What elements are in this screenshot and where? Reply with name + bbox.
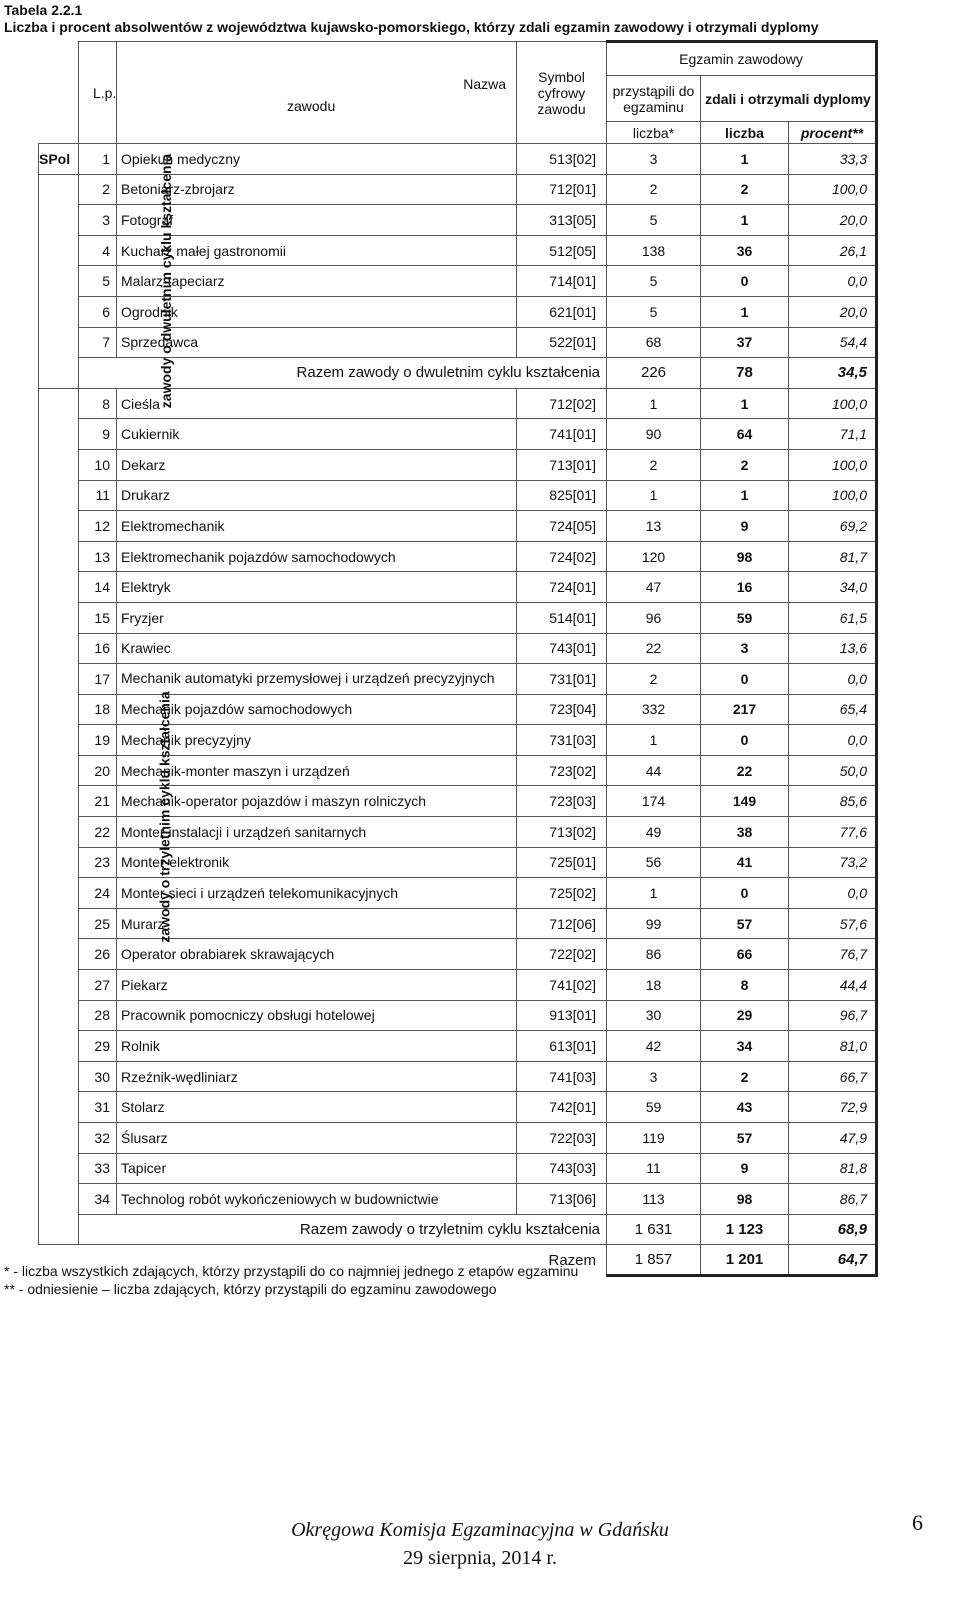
cell-symbol: 741[01] xyxy=(517,419,607,450)
cell-symbol: 913[01] xyxy=(517,1000,607,1031)
cell-symbol: 743[01] xyxy=(517,633,607,664)
cell-lp: 24 xyxy=(79,878,117,909)
cell-lp: 31 xyxy=(79,1092,117,1123)
cell-passed: 217 xyxy=(701,694,789,725)
cell-took: 332 xyxy=(607,694,701,725)
cell-name: Cukiernik xyxy=(117,419,517,450)
cell-lp: 16 xyxy=(79,633,117,664)
cell-took: 119 xyxy=(607,1123,701,1154)
cell-lp: 23 xyxy=(79,847,117,878)
cell-name: Mechanik-monter maszyn i urządzeń xyxy=(117,755,517,786)
cell-lp: 6 xyxy=(79,296,117,327)
cell-took: 3 xyxy=(607,1061,701,1092)
cell-percent: 77,6 xyxy=(789,817,877,848)
cell-passed: 8 xyxy=(701,970,789,1001)
cell-percent: 81,7 xyxy=(789,541,877,572)
cell-lp: 28 xyxy=(79,1000,117,1031)
cell-passed: 57 xyxy=(701,908,789,939)
grand-total-percent: 64,7 xyxy=(789,1245,877,1276)
header-count: liczba xyxy=(701,122,789,144)
cell-passed: 59 xyxy=(701,602,789,633)
header-symbol: Symbol cyfrowy zawodu xyxy=(517,42,607,144)
cell-name: Kucharz małej gastronomii xyxy=(117,235,517,266)
cell-took: 99 xyxy=(607,908,701,939)
cell-symbol: 742[01] xyxy=(517,1092,607,1123)
cell-passed: 98 xyxy=(701,541,789,572)
cell-passed: 3 xyxy=(701,633,789,664)
cell-symbol: 621[01] xyxy=(517,296,607,327)
cell-percent: 13,6 xyxy=(789,633,877,664)
page-number: 6 xyxy=(912,1510,923,1535)
cell-lp: 8 xyxy=(79,388,117,419)
cell-took: 138 xyxy=(607,235,701,266)
cell-took: 1 xyxy=(607,878,701,909)
cell-name: Betoniarz-zbrojarz xyxy=(117,174,517,205)
cell-lp: 21 xyxy=(79,786,117,817)
cell-name: Mechanik automatyki przemysłowej i urządzeń precyzyjnych xyxy=(117,664,517,695)
cell-took: 2 xyxy=(607,664,701,695)
cell-name: Elektryk xyxy=(117,572,517,603)
header-name-bottom: zawodu xyxy=(287,98,336,114)
table-row xyxy=(39,174,877,205)
table-row xyxy=(39,572,877,603)
cell-passed: 29 xyxy=(701,1000,789,1031)
header-exam: Egzamin zawodowy xyxy=(607,42,877,76)
table-row xyxy=(39,1000,877,1031)
subtotal-took: 1 631 xyxy=(607,1214,701,1245)
table-row xyxy=(39,602,877,633)
cell-took: 1 xyxy=(607,725,701,756)
cell-passed: 22 xyxy=(701,755,789,786)
cell-passed: 9 xyxy=(701,1153,789,1184)
cell-name: Tapicer xyxy=(117,1153,517,1184)
cell-lp: 7 xyxy=(79,327,117,358)
cell-percent: 100,0 xyxy=(789,388,877,419)
cell-symbol: 712[02] xyxy=(517,388,607,419)
cell-lp: 1 xyxy=(79,144,117,175)
cell-took: 30 xyxy=(607,1000,701,1031)
cell-percent: 69,2 xyxy=(789,511,877,542)
cell-percent: 100,0 xyxy=(789,174,877,205)
cell-name: Mechanik precyzyjny xyxy=(117,725,517,756)
cell-symbol: 723[02] xyxy=(517,755,607,786)
cell-percent: 0,0 xyxy=(789,266,877,297)
cell-passed: 98 xyxy=(701,1184,789,1215)
cell-percent: 85,6 xyxy=(789,786,877,817)
group-label-text: zawody o trzyletnim cyklu kształcenia xyxy=(156,690,173,943)
grand-total-label: Razem xyxy=(117,1245,607,1276)
cell-lp: 20 xyxy=(79,755,117,786)
cell-percent: 96,7 xyxy=(789,1000,877,1031)
cell-passed: 2 xyxy=(701,174,789,205)
cell-symbol: 724[05] xyxy=(517,511,607,542)
cell-passed: 16 xyxy=(701,572,789,603)
cell-name: Fotograf xyxy=(117,205,517,236)
cell-passed: 64 xyxy=(701,419,789,450)
cell-percent: 100,0 xyxy=(789,480,877,511)
cell-name: Monter sieci i urządzeń telekomunikacyjnych xyxy=(117,878,517,909)
cell-percent: 86,7 xyxy=(789,1184,877,1215)
cell-name: Pracownik pomocniczy obsługi hotelowej xyxy=(117,1000,517,1031)
table-row xyxy=(39,664,877,695)
cell-percent: 72,9 xyxy=(789,1092,877,1123)
cell-percent: 33,3 xyxy=(789,144,877,175)
subtotal-percent: 34,5 xyxy=(789,358,877,389)
cell-symbol: 512[05] xyxy=(517,235,607,266)
cell-symbol: 722[03] xyxy=(517,1123,607,1154)
cell-lp: 5 xyxy=(79,266,117,297)
cell-name: Krawiec xyxy=(117,633,517,664)
cell-name: Technolog robót wykończeniowych w budownictwie xyxy=(117,1184,517,1215)
cell-percent: 26,1 xyxy=(789,235,877,266)
footer-organization: Okręgowa Komisja Egzaminacyjna w Gdańsku xyxy=(291,1519,669,1541)
cell-took: 90 xyxy=(607,419,701,450)
table-row xyxy=(39,449,877,480)
cell-name: Cieśla xyxy=(117,388,517,419)
cell-lp: 26 xyxy=(79,939,117,970)
cell-lp: 12 xyxy=(79,511,117,542)
cell-symbol: 743[03] xyxy=(517,1153,607,1184)
cell-lp: 33 xyxy=(79,1153,117,1184)
header-passed: zdali i otrzymali dyplomy xyxy=(701,76,877,122)
header-name xyxy=(117,42,517,144)
cell-percent: 54,4 xyxy=(789,327,877,358)
cell-name: Ślusarz xyxy=(117,1123,517,1154)
cell-took: 2 xyxy=(607,449,701,480)
cell-took: 59 xyxy=(607,1092,701,1123)
spol-label: SPol xyxy=(39,144,79,175)
cell-passed: 41 xyxy=(701,847,789,878)
header-took-exam: przystąpili do egzaminu xyxy=(607,76,701,122)
cell-took: 120 xyxy=(607,541,701,572)
cell-lp: 25 xyxy=(79,908,117,939)
cell-symbol: 712[01] xyxy=(517,174,607,205)
cell-symbol: 731[03] xyxy=(517,725,607,756)
cell-percent: 61,5 xyxy=(789,602,877,633)
header-percent: procent** xyxy=(789,122,877,144)
cell-name: Monter instalacji i urządzeń sanitarnych xyxy=(117,817,517,848)
cell-took: 86 xyxy=(607,939,701,970)
grand-total-passed: 1 201 xyxy=(701,1245,789,1276)
cell-percent: 71,1 xyxy=(789,419,877,450)
cell-took: 1 xyxy=(607,480,701,511)
table-row xyxy=(39,480,877,511)
cell-took: 5 xyxy=(607,266,701,297)
cell-lp: 3 xyxy=(79,205,117,236)
cell-passed: 1 xyxy=(701,296,789,327)
cell-percent: 34,0 xyxy=(789,572,877,603)
cell-name: Malarz-tapeciarz xyxy=(117,266,517,297)
cell-passed: 149 xyxy=(701,786,789,817)
cell-name: Fryzjer xyxy=(117,602,517,633)
cell-lp: 11 xyxy=(79,480,117,511)
cell-took: 3 xyxy=(607,144,701,175)
cell-name: Piekarz xyxy=(117,970,517,1001)
cell-symbol: 724[01] xyxy=(517,572,607,603)
cell-lp: 15 xyxy=(79,602,117,633)
cell-took: 49 xyxy=(607,817,701,848)
cell-symbol: 825[01] xyxy=(517,480,607,511)
cell-symbol: 723[03] xyxy=(517,786,607,817)
cell-symbol: 313[05] xyxy=(517,205,607,236)
cell-symbol: 731[01] xyxy=(517,664,607,695)
cell-symbol: 713[02] xyxy=(517,817,607,848)
cell-lp: 14 xyxy=(79,572,117,603)
cell-lp: 27 xyxy=(79,970,117,1001)
cell-name: Monter-elektronik xyxy=(117,847,517,878)
cell-lp: 29 xyxy=(79,1031,117,1062)
cell-passed: 0 xyxy=(701,266,789,297)
header-count-star: liczba* xyxy=(607,122,701,144)
subtotal-passed: 78 xyxy=(701,358,789,389)
cell-percent: 47,9 xyxy=(789,1123,877,1154)
cell-name: Mechanik-operator pojazdów i maszyn rolniczych xyxy=(117,786,517,817)
cell-name: Sprzedawca xyxy=(117,327,517,358)
cell-symbol: 741[02] xyxy=(517,970,607,1001)
footnote-double-star: ** - odniesienie – liczba zdających, którzy przystąpili do egzaminu zawodowego xyxy=(4,1281,497,1297)
cell-took: 56 xyxy=(607,847,701,878)
cell-symbol: 514[01] xyxy=(517,602,607,633)
cell-took: 18 xyxy=(607,970,701,1001)
cell-symbol: 613[01] xyxy=(517,1031,607,1062)
cell-passed: 1 xyxy=(701,480,789,511)
cell-took: 13 xyxy=(607,511,701,542)
cell-took: 44 xyxy=(607,755,701,786)
cell-percent: 81,0 xyxy=(789,1031,877,1062)
cell-passed: 2 xyxy=(701,449,789,480)
cell-lp: 18 xyxy=(79,694,117,725)
cell-name: Rzeźnik-wędliniarz xyxy=(117,1061,517,1092)
cell-lp: 9 xyxy=(79,419,117,450)
cell-name: Murarz xyxy=(117,908,517,939)
cell-symbol: 722[02] xyxy=(517,939,607,970)
cell-name: Stolarz xyxy=(117,1092,517,1123)
cell-name: Drukarz xyxy=(117,480,517,511)
cell-percent: 76,7 xyxy=(789,939,877,970)
table-row xyxy=(39,939,877,970)
cell-name: Mechanik pojazdów samochodowych xyxy=(117,694,517,725)
cell-name: Elektromechanik pojazdów samochodowych xyxy=(117,541,517,572)
cell-percent: 73,2 xyxy=(789,847,877,878)
cell-lp: 2 xyxy=(79,174,117,205)
cell-passed: 43 xyxy=(701,1092,789,1123)
cell-name: Opiekun medyczny xyxy=(117,144,517,175)
table-row xyxy=(39,970,877,1001)
cell-percent: 57,6 xyxy=(789,908,877,939)
cell-lp: 10 xyxy=(79,449,117,480)
cell-symbol: 713[06] xyxy=(517,1184,607,1215)
table-row xyxy=(39,633,877,664)
cell-symbol: 723[04] xyxy=(517,694,607,725)
cell-percent: 0,0 xyxy=(789,878,877,909)
cell-passed: 0 xyxy=(701,664,789,695)
subtotal-label: Razem zawody o trzyletnim cyklu kształcenia xyxy=(117,1214,607,1245)
cell-name: Operator obrabiarek skrawających xyxy=(117,939,517,970)
cell-took: 68 xyxy=(607,327,701,358)
cell-lp: 30 xyxy=(79,1061,117,1092)
cell-lp: 17 xyxy=(79,664,117,695)
cell-passed: 37 xyxy=(701,327,789,358)
table-caption: Liczba i procent absolwentów z województwa kujawsko-pomorskiego, którzy zdali egzamin zawodowy i otrzymali dyplomy xyxy=(4,19,819,35)
table-row xyxy=(39,1153,877,1184)
cell-passed: 36 xyxy=(701,235,789,266)
cell-took: 1 xyxy=(607,388,701,419)
cell-name: Dekarz xyxy=(117,449,517,480)
cell-passed: 38 xyxy=(701,817,789,848)
cell-passed: 9 xyxy=(701,511,789,542)
cell-symbol: 712[06] xyxy=(517,908,607,939)
cell-name: Rolnik xyxy=(117,1031,517,1062)
cell-took: 22 xyxy=(607,633,701,664)
subtotal-passed: 1 123 xyxy=(701,1214,789,1245)
cell-symbol: 724[02] xyxy=(517,541,607,572)
cell-passed: 34 xyxy=(701,1031,789,1062)
cell-percent: 100,0 xyxy=(789,449,877,480)
cell-percent: 20,0 xyxy=(789,296,877,327)
cell-name: Elektromechanik xyxy=(117,511,517,542)
cell-passed: 57 xyxy=(701,1123,789,1154)
results-table xyxy=(38,40,878,1277)
cell-took: 47 xyxy=(607,572,701,603)
header-lp: L.p. xyxy=(79,42,117,144)
cell-took: 42 xyxy=(607,1031,701,1062)
header-name-top: Nazwa xyxy=(463,76,506,92)
cell-lp: 32 xyxy=(79,1123,117,1154)
cell-took: 2 xyxy=(607,174,701,205)
cell-took: 5 xyxy=(607,205,701,236)
table-row xyxy=(39,511,877,542)
cell-lp: 34 xyxy=(79,1184,117,1215)
cell-passed: 1 xyxy=(701,388,789,419)
cell-took: 113 xyxy=(607,1184,701,1215)
cell-symbol: 725[01] xyxy=(517,847,607,878)
cell-took: 5 xyxy=(607,296,701,327)
subtotal-took: 226 xyxy=(607,358,701,389)
subtotal-row xyxy=(39,1214,877,1245)
table-number: Tabela 2.2.1 xyxy=(4,2,83,18)
footnotes xyxy=(4,1262,578,1298)
subtotal-label: Razem zawody o dwuletnim cyklu kształcenia xyxy=(117,358,607,389)
footnote-single-star: * - liczba wszystkich zdających, którzy przystąpili do co najmniej jednego z etapów egzaminu xyxy=(4,1263,579,1279)
cell-passed: 0 xyxy=(701,878,789,909)
footer-date: 29 sierpnia, 2014 r. xyxy=(403,1547,557,1569)
cell-symbol: 713[01] xyxy=(517,449,607,480)
grand-total-took: 1 857 xyxy=(607,1245,701,1276)
cell-percent: 81,8 xyxy=(789,1153,877,1184)
cell-symbol: 714[01] xyxy=(517,266,607,297)
group-label-text: zawody o dwuletnim cyklu kształcenia xyxy=(158,153,175,409)
cell-percent: 66,7 xyxy=(789,1061,877,1092)
cell-took: 174 xyxy=(607,786,701,817)
cell-percent: 50,0 xyxy=(789,755,877,786)
table-heading xyxy=(4,2,818,36)
cell-symbol: 725[02] xyxy=(517,878,607,909)
cell-percent: 0,0 xyxy=(789,664,877,695)
cell-percent: 65,4 xyxy=(789,694,877,725)
table-row xyxy=(39,1092,877,1123)
cell-took: 11 xyxy=(607,1153,701,1184)
cell-took: 96 xyxy=(607,602,701,633)
cell-symbol: 522[01] xyxy=(517,327,607,358)
cell-passed: 1 xyxy=(701,144,789,175)
cell-lp: 22 xyxy=(79,817,117,848)
table-row xyxy=(39,541,877,572)
cell-percent: 44,4 xyxy=(789,970,877,1001)
cell-symbol: 741[03] xyxy=(517,1061,607,1092)
table-row xyxy=(39,1184,877,1215)
table-row xyxy=(39,1061,877,1092)
cell-symbol: 513[02] xyxy=(517,144,607,175)
table-row xyxy=(39,419,877,450)
subtotal-percent: 68,9 xyxy=(789,1214,877,1245)
cell-name: Ogrodnik xyxy=(117,296,517,327)
cell-passed: 66 xyxy=(701,939,789,970)
group-three-year xyxy=(39,388,877,1245)
cell-lp: 19 xyxy=(79,725,117,756)
cell-passed: 0 xyxy=(701,725,789,756)
cell-passed: 1 xyxy=(701,205,789,236)
cell-lp: 13 xyxy=(79,541,117,572)
cell-percent: 0,0 xyxy=(789,725,877,756)
cell-lp: 4 xyxy=(79,235,117,266)
table-row xyxy=(39,1123,877,1154)
cell-passed: 2 xyxy=(701,1061,789,1092)
table-row xyxy=(39,1031,877,1062)
cell-percent: 20,0 xyxy=(789,205,877,236)
